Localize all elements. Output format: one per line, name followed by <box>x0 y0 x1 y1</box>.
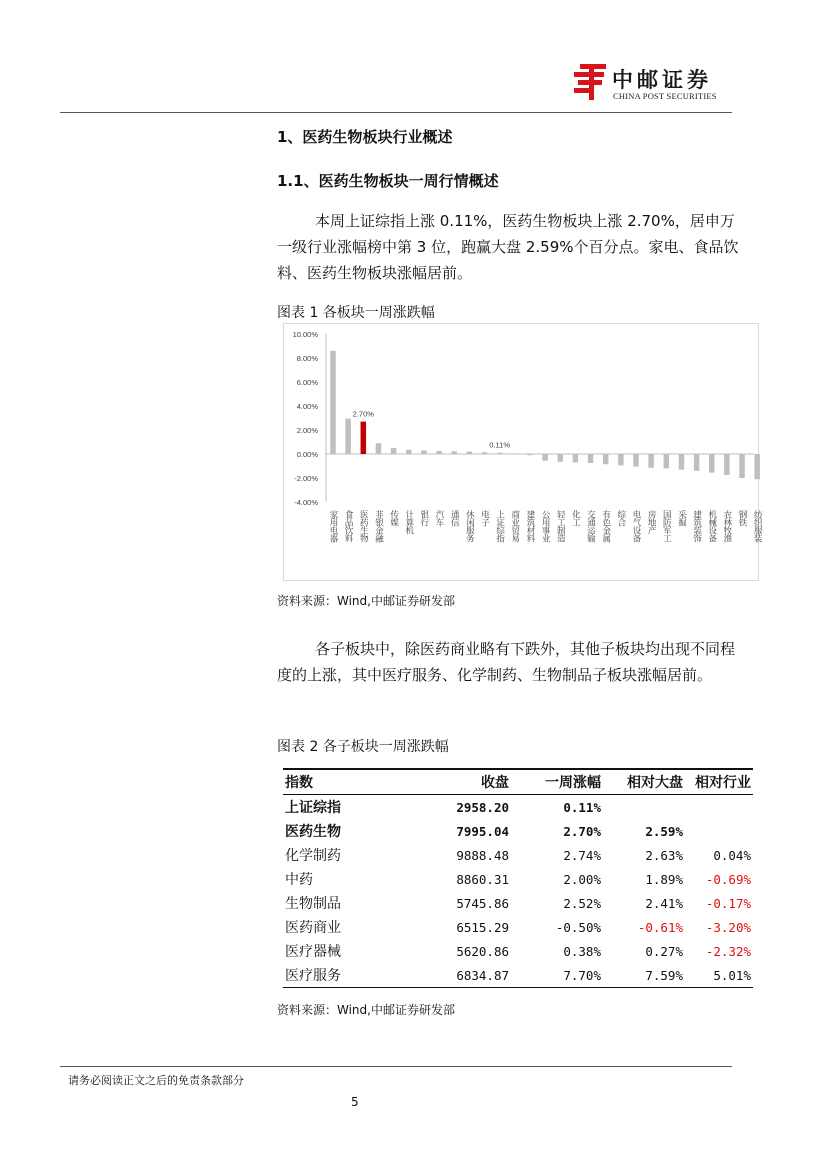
paragraph-subsectors: 各子板块中，除医药商业略有下跌外，其他子板块均出现不同程度的上涨，其中医疗服务、化学制药、生物制品子板块涨幅居前。 <box>277 640 736 684</box>
figure1-source: 资料来源：Wind,中邮证券研发部 <box>277 594 455 608</box>
cell-index-name: 上证综指 <box>285 800 341 816</box>
table-row <box>283 939 753 963</box>
cell-index-name: 医疗器械 <box>285 944 341 960</box>
cell-rel-market: 2.59% <box>645 823 683 839</box>
cell-close-value: 9888.48 <box>456 847 509 863</box>
cell-rel-industry: 0.04% <box>713 847 751 863</box>
x-category-label: 传媒 <box>388 510 399 526</box>
bar-10 <box>482 452 488 454</box>
bar-chart-svg <box>284 324 763 582</box>
cell-index-name: 中药 <box>285 872 313 888</box>
data-label: 0.11% <box>489 440 511 450</box>
x-category-label: 建筑装饰 <box>691 510 702 542</box>
bar-28 <box>754 454 760 479</box>
bar-15 <box>558 454 564 462</box>
bar-19 <box>618 454 624 465</box>
bar-17 <box>588 454 594 463</box>
x-category-label: 建筑材料 <box>524 510 535 542</box>
x-category-label: 化工 <box>570 510 581 526</box>
x-category-label: 食品饮料 <box>343 510 354 542</box>
cell-weekly-change: -0.50% <box>555 919 601 935</box>
cell-index-name: 化学制药 <box>285 848 341 864</box>
cell-rel-industry: -0.69% <box>705 871 751 887</box>
x-category-label: 钢铁 <box>737 510 748 526</box>
bar-27 <box>739 454 745 478</box>
x-category-label: 电子 <box>479 510 490 526</box>
y-tick-label: 10.00% <box>292 330 318 339</box>
table-row <box>283 843 753 867</box>
bar-11 <box>497 453 503 454</box>
company-logo <box>572 62 732 106</box>
table-row <box>283 891 753 915</box>
logo-english-text: CHINA POST SECURITIES <box>613 91 717 101</box>
x-category-label: 医药生物 <box>358 510 369 542</box>
col-header-index: 指数 <box>283 769 397 795</box>
cell-close-value: 5620.86 <box>456 943 509 959</box>
cell-close-value: 6834.87 <box>397 963 511 988</box>
cell-close-value: 5745.86 <box>456 895 509 911</box>
y-tick-label: 6.00% <box>296 378 318 387</box>
bar-12 <box>512 453 518 454</box>
sector-weekly-change-chart <box>283 323 763 581</box>
paragraph-overview: 本周上证综指上涨 0.11%，医药生物板块上涨 2.70%，居申万一级行业涨幅榜中第 3 位，跑赢大盘 2.59%个百分点。家电、食品饮料、医药生物板块涨幅居前。 <box>277 212 739 282</box>
bar-5 <box>406 450 412 454</box>
bar-3 <box>376 443 382 454</box>
cell-rel-market: 7.59% <box>603 963 685 988</box>
y-tick-label: -4.00% <box>294 498 318 507</box>
table-header-row <box>283 769 753 795</box>
bar-20 <box>633 454 639 467</box>
bar-21 <box>648 454 654 468</box>
x-category-label: 纺织服装 <box>752 510 763 542</box>
page-number: 5 <box>351 1095 359 1109</box>
cell-rel-industry: -2.32% <box>705 943 751 959</box>
cell-weekly-change: 2.70% <box>563 823 601 839</box>
x-category-label: 交通运输 <box>585 510 596 542</box>
cell-weekly-change: 2.00% <box>563 871 601 887</box>
cell-close-value: 8860.31 <box>456 871 509 887</box>
cell-weekly-change: 2.52% <box>563 895 601 911</box>
x-category-label: 公用事业 <box>540 510 551 542</box>
footer-disclaimer: 请务必阅读正文之后的免责条款部分 <box>68 1074 244 1087</box>
cell-index-name: 医药生物 <box>285 824 341 840</box>
x-category-label: 农林牧渔 <box>721 510 732 542</box>
bar-0 <box>330 351 336 454</box>
section-heading: 1、医药生物板块行业概述 <box>277 128 453 146</box>
x-category-label: 汽车 <box>434 510 445 526</box>
cell-weekly-change: 2.74% <box>563 847 601 863</box>
bar-14 <box>542 454 548 461</box>
cell-weekly-change: 0.38% <box>563 943 601 959</box>
bar-7 <box>436 451 442 454</box>
subsection-heading: 1.1、医药生物板块一周行情概述 <box>277 172 499 190</box>
cell-rel-market: -0.61% <box>637 919 683 935</box>
cell-weekly-change: 7.70% <box>511 963 603 988</box>
bar-9 <box>467 452 473 454</box>
cell-close-value: 6515.29 <box>456 919 509 935</box>
x-category-label: 机械设备 <box>706 510 717 542</box>
x-category-label: 轻工制造 <box>555 510 566 542</box>
table-row <box>283 867 753 891</box>
x-category-label: 有色金属 <box>600 510 611 542</box>
cell-rel-industry <box>685 819 753 843</box>
bar-18 <box>603 454 609 464</box>
x-category-label: 电气设备 <box>631 510 641 542</box>
cell-index-name: 医疗服务 <box>283 963 397 988</box>
cell-rel-market: 1.89% <box>645 871 683 887</box>
table-row <box>283 915 753 939</box>
bar-4 <box>391 448 397 454</box>
y-tick-label: 4.00% <box>296 402 318 411</box>
cell-index-name: 生物制品 <box>285 896 341 912</box>
x-category-label: 银行 <box>418 510 429 526</box>
x-category-label: 计算机 <box>403 510 414 534</box>
x-category-label: 采掘 <box>676 510 687 526</box>
y-tick-label: 8.00% <box>296 354 318 363</box>
china-post-logo-icon <box>572 62 610 102</box>
cell-rel-market: 2.63% <box>645 847 683 863</box>
cell-close-value: 7995.04 <box>456 823 509 839</box>
header-divider <box>60 112 732 113</box>
cell-close-value: 2958.20 <box>456 799 509 815</box>
x-category-label: 国防军工 <box>661 510 672 542</box>
cell-rel-market <box>603 795 685 820</box>
bar-23 <box>679 454 685 470</box>
data-label: 2.70% <box>352 409 374 419</box>
bar-1 <box>345 419 351 454</box>
x-category-label: 房地产 <box>646 510 657 534</box>
table-row <box>283 795 753 820</box>
bar-25 <box>709 454 715 473</box>
cell-index-name: 医药商业 <box>285 920 341 936</box>
x-category-label: 上证综指 <box>494 510 505 542</box>
x-category-label: 非银金融 <box>373 510 384 542</box>
figure2-source: 资料来源：Wind,中邮证券研发部 <box>277 1003 455 1017</box>
cell-rel-market: 0.27% <box>645 943 683 959</box>
bar-6 <box>421 450 427 454</box>
cell-rel-industry: -0.17% <box>705 895 751 911</box>
figure2-caption: 图表 2 各子板块一周涨跌幅 <box>277 739 449 755</box>
cell-rel-industry: -3.20% <box>705 919 751 935</box>
bar-13 <box>527 454 533 455</box>
x-category-label: 商业贸易 <box>509 510 520 542</box>
bar-26 <box>724 454 730 475</box>
y-tick-label: 2.00% <box>296 426 318 435</box>
bar-24 <box>694 454 700 471</box>
bar-16 <box>573 454 579 462</box>
y-tick-label: 0.00% <box>296 450 318 459</box>
col-header-rel-market: 相对大盘 <box>603 769 685 795</box>
logo-chinese-text: 中邮证券 <box>612 67 712 92</box>
y-tick-label: -2.00% <box>294 474 318 483</box>
x-category-label: 家用电器 <box>328 510 338 542</box>
col-header-close: 收盘 <box>397 769 511 795</box>
bar-8 <box>451 451 457 454</box>
x-category-label: 休闲服务 <box>464 510 475 542</box>
table-row <box>283 819 753 843</box>
col-header-weekly-change: 一周涨幅 <box>511 769 603 795</box>
bar-2 <box>361 422 367 454</box>
bar-22 <box>664 454 670 468</box>
table-row <box>283 963 753 988</box>
x-category-label: 综合 <box>615 510 626 526</box>
cell-weekly-change: 0.11% <box>563 799 601 815</box>
subsector-table <box>283 768 753 988</box>
cell-rel-market: 2.41% <box>645 895 683 911</box>
footer-divider <box>60 1066 732 1067</box>
col-header-rel-industry: 相对行业 <box>685 769 753 795</box>
x-category-label: 通信 <box>449 510 460 526</box>
figure1-caption: 图表 1 各板块一周涨跌幅 <box>277 305 435 321</box>
cell-rel-industry: 5.01% <box>685 963 753 988</box>
cell-rel-industry <box>685 795 753 820</box>
